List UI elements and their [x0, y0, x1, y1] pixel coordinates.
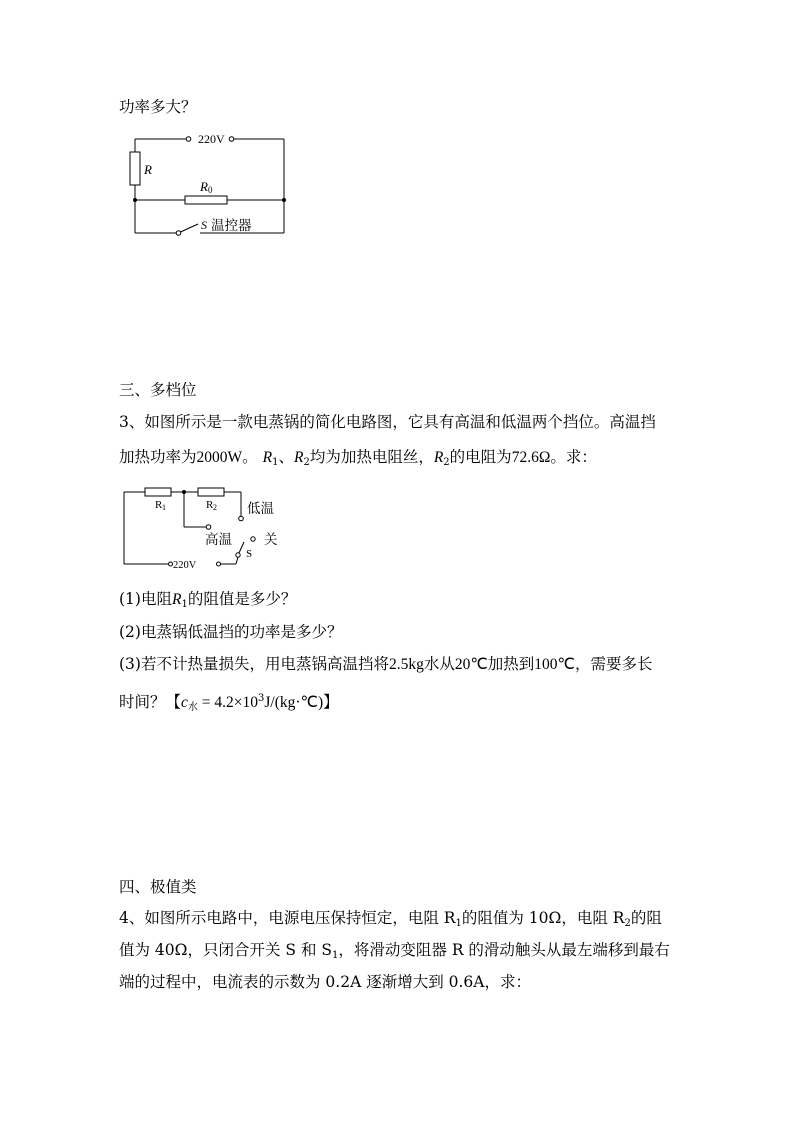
question-2: (2)电蒸锅低温挡的功率是多少？	[119, 623, 343, 641]
r2-sub: 2	[303, 457, 310, 468]
r1-sub: 1	[272, 457, 279, 468]
power-value: 2000W	[196, 449, 243, 466]
q3-text-a: (3)若不计热量损失，用电蒸锅高温挡将	[119, 655, 389, 673]
problem3-text-c: 均为加热电阻丝，	[309, 448, 434, 466]
section3-heading: 三、多档位	[119, 381, 197, 399]
c-symbol: c	[181, 694, 188, 711]
c-unit: J/(kg·℃)	[264, 694, 324, 711]
question-3-line2	[119, 689, 339, 718]
problem4-line1	[119, 908, 662, 934]
p4-sub-2: 2	[624, 918, 631, 929]
resistor-r-label: R	[144, 162, 152, 177]
c-sub: 水	[187, 702, 198, 713]
resistor-r0-label: R	[200, 179, 208, 194]
p4-sub-1: 1	[455, 918, 462, 929]
p4-text-a: 4、如图所示电路中，电源电压保持恒定，电阻 R	[119, 909, 456, 927]
q3-text-f: 】	[323, 693, 339, 711]
problem4-line3: 端的过程中，电流表的示数为 0.2A 逐渐增大到 0.6A，求：	[119, 973, 531, 991]
off-label: 关	[264, 532, 278, 548]
q3-text-d: ，需要多长	[574, 655, 653, 673]
r2-label-sub: 2	[213, 503, 217, 512]
r1-label: R	[155, 499, 163, 511]
mass-value: 2.5kg	[388, 656, 424, 673]
q1-r-sub: 1	[181, 599, 188, 610]
p4-text-c: 的阻	[630, 909, 662, 927]
c-exponent: 3	[258, 693, 265, 704]
resistance-value: 72.6Ω	[511, 449, 551, 466]
p4-sub-3: 1	[332, 950, 339, 961]
temp-start: 20℃	[454, 656, 488, 673]
question-3-line1	[119, 654, 652, 675]
problem3-text-b: 。	[242, 448, 258, 466]
voltage-label: 220V	[198, 132, 225, 146]
q1-text-a: (1)电阻	[119, 590, 172, 608]
r2b-sub: 2	[443, 457, 450, 468]
circuit-diagram-1	[118, 128, 293, 240]
problem3-line1: 3、如图所示是一款电蒸锅的简化电路图，它具有高温和低温两个挡位。高温挡	[119, 413, 656, 431]
r2b-symbol: R	[433, 449, 444, 466]
low-temp-label: 低温	[247, 501, 274, 517]
q3-text-e: 时间？【	[119, 693, 182, 711]
q1-r-symbol: R	[171, 591, 182, 608]
p4-text-b: 的阻值为 10Ω，电阻 R	[461, 909, 625, 927]
question-1	[119, 589, 296, 615]
resistor-r0-sub: 0	[208, 185, 213, 195]
section4-heading: 四、极值类	[119, 878, 197, 896]
q3-text-c: 加热到	[487, 655, 535, 673]
problem3-text-d: 的电阻为	[449, 448, 512, 466]
r1-label-sub: 1	[162, 503, 166, 512]
problem3-text-e: 。求：	[550, 448, 597, 466]
p4-text-e: ，将滑动变阻器 R 的滑动触头从最左端移到最右	[338, 941, 670, 959]
q3-text-b: 水从	[423, 655, 455, 673]
r2-label: R	[206, 499, 214, 511]
r1-symbol: R	[262, 449, 273, 466]
r2-symbol: R	[293, 449, 304, 466]
voltage-label-2: 220V	[173, 560, 197, 571]
switch-s-label: S	[246, 548, 253, 560]
circuit-diagram-2	[118, 480, 288, 575]
q1-text-b: 的阻值是多少？	[187, 590, 297, 608]
problem3-text-a: 加热功率为	[119, 448, 197, 466]
problem4-line2	[119, 940, 670, 966]
high-temp-label: 高温	[205, 532, 232, 548]
c-equation: = 4.2×10	[197, 694, 259, 711]
thermostat-label: 温控器	[211, 218, 252, 234]
p4-text-d: 值为 40Ω，只闭合开关 S 和 S	[119, 941, 333, 959]
temp-end: 100℃	[534, 656, 575, 673]
problem3-line2	[119, 447, 597, 473]
intro-text: 功率多大？	[119, 98, 197, 116]
switch-label: S	[201, 218, 207, 232]
separator: 、	[278, 448, 294, 466]
